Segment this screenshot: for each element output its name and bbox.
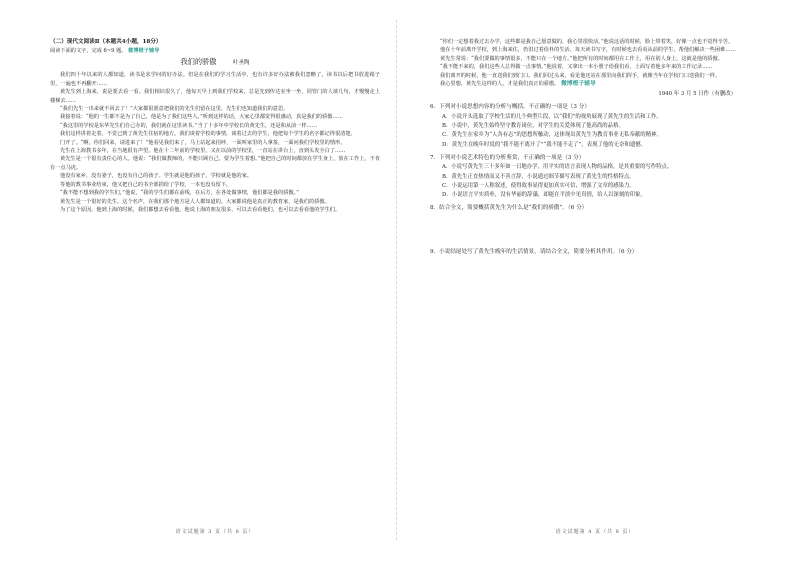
left-column [50,38,380,214]
paragraph: 先生在上海教书多年，在当地很有声望。他在十二年前的学校里，又在以前的学校里，一直站在讲台上，直到头发全白了…… [60,148,346,155]
instruction-text: 阅读下面的文字，完成 6~9 题。 [50,48,127,54]
paragraph: “我不能不来的，我们这些人总得做一点事情。”他说着，又拿出一本小册子给我们看，上面写着他多年来的工作记录…… [440,64,713,71]
article-date: 1940 年 3 月 5 日作（有删改） [658,91,736,98]
paragraph: 黄先生常说：“我们要做的事情很多，不能只在一个地方。”他把所有的时间都用在工作上，用在别人身上，这就是他的骄傲。 [440,55,723,62]
question-6-stem: 6．下列对小说思想内容的分析与概括，不正确的一项是（3 分） [430,104,590,111]
article-author: 叶圣陶 [232,60,250,67]
paragraph: “你们一定想着我过去办学，这些都是我自己愿意做的，我心里很快活。”他说这话的时候，脸上带着笑，好像一点也不觉得辛苦。 [440,39,734,45]
question-7-stem: 7．下列对小说艺术特色的分析鉴赏，不正确的一项是（3 分） [430,154,585,161]
article-title-row [50,56,380,69]
watermark-text: 微博橙子辅导 [128,48,160,54]
paragraph: 等他的教书事业结束，他又把自己的书全部捐给了学校，一本也没有留下。 [60,181,232,188]
paragraph: 黄先生是一个很好的先生，这个名声，在我们那个地方是人人都知道的。大家都说他是真正的教育家，是我们的骄傲。 [60,198,330,205]
article-title: 我们的骄傲 [180,57,217,67]
question-6-option-b: B．小说中，黄先生始终坚守教育岗位，对学生的关爱体现了他高尚的品格。 [442,123,624,130]
section-title: （二）现代文阅读Ⅱ（本题共4小题，18分） [50,39,162,45]
question-7-option-c: C．小说运用第一人称叙述，使得故事显得更加真实可信，增强了文章的感染力。 [442,182,635,189]
paragraph: 他没有家乡，没有妻子，也没有自己的孩子。学生就是他的孩子，学校就是他的家。 [60,173,252,180]
instruction [50,47,380,55]
question-6-option-c: C．黄先生在家乡为“人各有志”的思想所触动，这体现出黄先生为教育事业无私奉献的精神。 [442,132,662,139]
footer-page-number: 语文试题第 4 页（共 8 页） [555,529,635,535]
paragraph: 我们离开的时候，他一直送我们到门口。我们回过头来，看见他还站在那里向我们挥手，就像当年在学校门口送我们一样。 [440,72,721,79]
paragraph: “我这里的学校是东华先生们自己办的，我们就在这里读书。”当了十多年中学校长的黄先生，还是和从前一样…… [60,122,317,129]
paragraph: “我们先生一出来就不回去了！”大家都很愿意把我们的先生们留在这里，先生们也知道我们的意思。 [60,106,289,113]
paragraph: “我不能不想到我的学生们，”他说，“我的学生们都在前线，在后方，在各处做事情，他们都是我的骄傲。” [60,190,299,197]
paragraph [430,80,760,88]
paragraph: 为了这个原因，他到上海的时候，我们都想去看看他。他说上海的朋友很多，可以去看看他们，也可以去看看他的学生们。 [60,206,341,213]
paragraph: 他在十年前离开学校，到上海来住，仍旧过着俭朴的生活。每天读书写字，有时候也去看看从前的学生，帮他们解决一些困难…… [440,47,736,54]
paragraph: 我接着说：“他的一生都不是为了自己，他是为了我们这些人。”听到这样的话，大家心里都觉得很感动，真是我们的骄傲…… [60,114,343,121]
paragraph: 我们这样讲着走着，不觉已到了黄先生住宿的地方。我们谈着学校的事情，谈着过去的学生，他把每个学生的名字都记得很清楚。 [60,131,356,138]
right-column [430,38,760,257]
paragraph: 黄先生到上海来，说是要去看一看。我们相识很久了，他每天早上到我们学校来，总是先到传达室坐一坐，同管门的人谈几句，才慢慢走上楼梯去…… [50,89,380,104]
question-6-option-d: D．黄先生在晚年时说的“我不能不离开了”“我不能不走了”，表现了他的无奈和遗憾。 [442,141,647,148]
paragraph: 我们四十年以来的人都知道，读书是求学问的好办法。但是在我们的学习生活中，也有许多好办法被我们忽略了，读书以后把书放进箱子里，一遍也不再翻开…… [50,72,380,87]
question-8: 8．结合全文，简要概括黄先生为什么是“我们的骄傲”。（6 分） [430,205,588,212]
page-divider [396,20,398,540]
question-7-option-a: A．小说写黄先生三十多年如一日地办学，用平实的语言表现人物的品格，是其重要的写作特点。 [442,164,673,171]
question-6-option-a: A．小说开头选取了学校生活的几个典型片段，以“我们”的视角展现了黄先生的生活和工作。 [442,114,662,121]
footer-page-number: 语文试题第 3 页（共 8 页） [175,529,255,535]
paragraph: 黄先生是一个很有责任心的人。他说：“我们做教师的，不能只顾自己，要为学生着想。”他把自己的时间都放在学生身上，放在工作上，不肯有一点马虎。 [50,156,380,171]
question-7-option-b: B．黄先生正直热情而又不善言辞，小说通过细节描写表现了黄先生的性格特点。 [442,173,635,180]
question-7-option-d: D．小说语言平实质朴，没有华丽的辞藻，却能在平淡中见真情，给人以深刻的印象。 [442,192,646,199]
paragraph: 门开了。“啊，你们回来，请进来了！”他看见我们来了，马上站起来招呼，一面叫家里的人拿茶，一面问我们学校里的情形。 [60,139,346,146]
paragraph-text: 我心里想，黄先生这样的人，才是我们真正的骄傲。 [440,81,560,88]
watermark-text: 微博橙子辅导 [560,81,596,88]
question-9: 9．小说结尾处写了黄先生晚年的生活情景，请结合全文，简要分析其作用。（6 分） [430,248,638,255]
